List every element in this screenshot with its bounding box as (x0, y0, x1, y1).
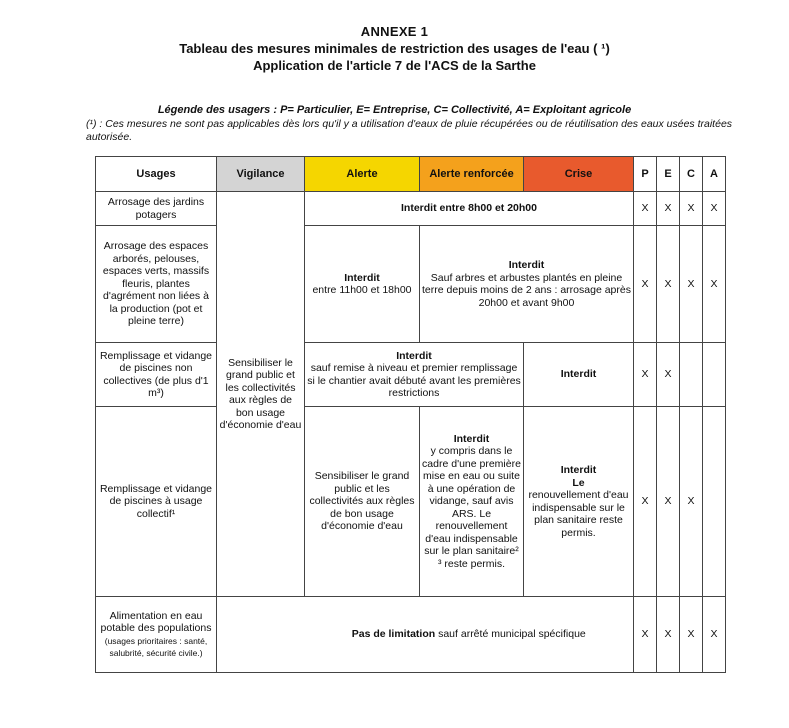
table-row (96, 407, 726, 597)
mark-e: X (657, 192, 680, 226)
alerte-cell: Sensibiliser le grand public et les collectivités aux règles de bon usage d'économie d'eau (305, 407, 420, 597)
mark-e: X (657, 597, 680, 673)
usage-main: Alimentation en eau potable des populations (100, 609, 212, 634)
renforcee-crise-cell (420, 226, 634, 343)
table-row (96, 226, 726, 343)
usage-cell: Arrosage des espaces arborés, pelouses, espaces verts, massifs fleuris, plantes d'agrément non liées à la production (pot et pleine terre) (96, 226, 217, 343)
mark-a: X (703, 597, 726, 673)
usage-cell: Remplissage et vidange de piscines non collectives (de plus d'1 m³) (96, 343, 217, 407)
mark-c: X (680, 192, 703, 226)
header-alerte: Alerte (305, 157, 420, 192)
measure-cell: Interdit entre 8h00 et 20h00 (305, 192, 634, 226)
measure-bold: Pas de limitation (351, 628, 436, 641)
vigilance-empty-cell (217, 597, 305, 673)
mark-a (703, 343, 726, 407)
header-alerte-renforcee: Alerte renforcée (420, 157, 524, 192)
crise-cell (524, 407, 634, 597)
table-row (96, 597, 726, 673)
alerte-bold: Interdit (344, 271, 380, 284)
mark-p: X (634, 226, 657, 343)
renforcee-text: Sauf arbres et arbustes plantés en pleine terre depuis moins de 2 ans : arrosage après 20h00 et avant 9h00 (422, 271, 631, 309)
alerte-text: sauf remise à niveau et premier remplissage si le chantier avait débuté avant les premières restrictions (307, 362, 521, 399)
alerte-bold: Interdit (396, 349, 432, 362)
header-p: P (634, 157, 657, 192)
table-row (96, 192, 726, 226)
header-e: E (657, 157, 680, 192)
header-row (96, 157, 726, 192)
measure-cell (305, 597, 634, 673)
usage-cell (96, 597, 217, 673)
mark-c: X (680, 597, 703, 673)
mark-p: X (634, 407, 657, 597)
vigilance-cell: Sensibiliser le grand public et les collectivités aux règles de bon usage d'économie d'eau (217, 192, 305, 597)
mark-p: X (634, 597, 657, 673)
usage-cell: Remplissage et vidange de piscines à usage collectif¹ (96, 407, 217, 597)
mark-c: X (680, 226, 703, 343)
mark-p: X (634, 343, 657, 407)
mark-a: X (703, 226, 726, 343)
header-usages: Usages (96, 157, 217, 192)
alerte-cell (305, 226, 420, 343)
mark-p: X (634, 192, 657, 226)
restriction-table (95, 156, 726, 673)
footnote-text: (¹) : Ces mesures ne sont pas applicables dès lors qu'il y a utilisation d'eaux de pluie récupérées ou de réutilisation des eaux usées traitées autorisée. (86, 118, 733, 143)
alerte-text: entre 11h00 et 18h00 (312, 284, 412, 296)
crise-bold-2: Le (572, 476, 585, 489)
alerte-renforcee-cell (305, 343, 524, 407)
mark-e: X (657, 343, 680, 407)
document-subtitle: Application de l'article 7 de l'ACS de la Sarthe (253, 58, 536, 73)
renforcee-bold: Interdit (508, 259, 545, 271)
crise-bold: Interdit (560, 464, 597, 476)
measure-text: sauf arrêté municipal spécifique (435, 628, 586, 641)
renforcee-text: y compris dans le cadre d'une première mise en eau ou suite à une opération de vidange, sauf avis ARS. Le renouvellement d'eau indispensable sur le plan sanitaire² ³ reste permis. (422, 445, 521, 570)
users-legend: Légende des usagers : P= Particulier, E= Entreprise, C= Collectivité, A= Exploitant agricole (157, 104, 632, 116)
mark-e: X (657, 226, 680, 343)
mark-c (680, 343, 703, 407)
header-vigilance: Vigilance (217, 157, 305, 192)
crise-text: renouvellement d'eau indispensable sur le plan sanitaire reste permis. (528, 489, 629, 539)
document-title: Tableau des mesures minimales de restriction des usages de l'eau ( ¹) (179, 41, 610, 56)
table-row (96, 343, 726, 407)
mark-c: X (680, 407, 703, 597)
mark-a (703, 407, 726, 597)
renforcee-bold: Interdit (453, 432, 490, 445)
mark-e: X (657, 407, 680, 597)
header-c: C (680, 157, 703, 192)
crise-cell: Interdit (524, 343, 634, 407)
mark-a: X (703, 192, 726, 226)
header-crise: Crise (524, 157, 634, 192)
annexe-heading: ANNEXE 1 (360, 24, 429, 39)
usage-small: (usages prioritaires : santé, salubrité, sécurité civile.) (104, 635, 208, 658)
renforcee-cell (420, 407, 524, 597)
usage-cell: Arrosage des jardins potagers (96, 192, 217, 226)
header-a: A (703, 157, 726, 192)
